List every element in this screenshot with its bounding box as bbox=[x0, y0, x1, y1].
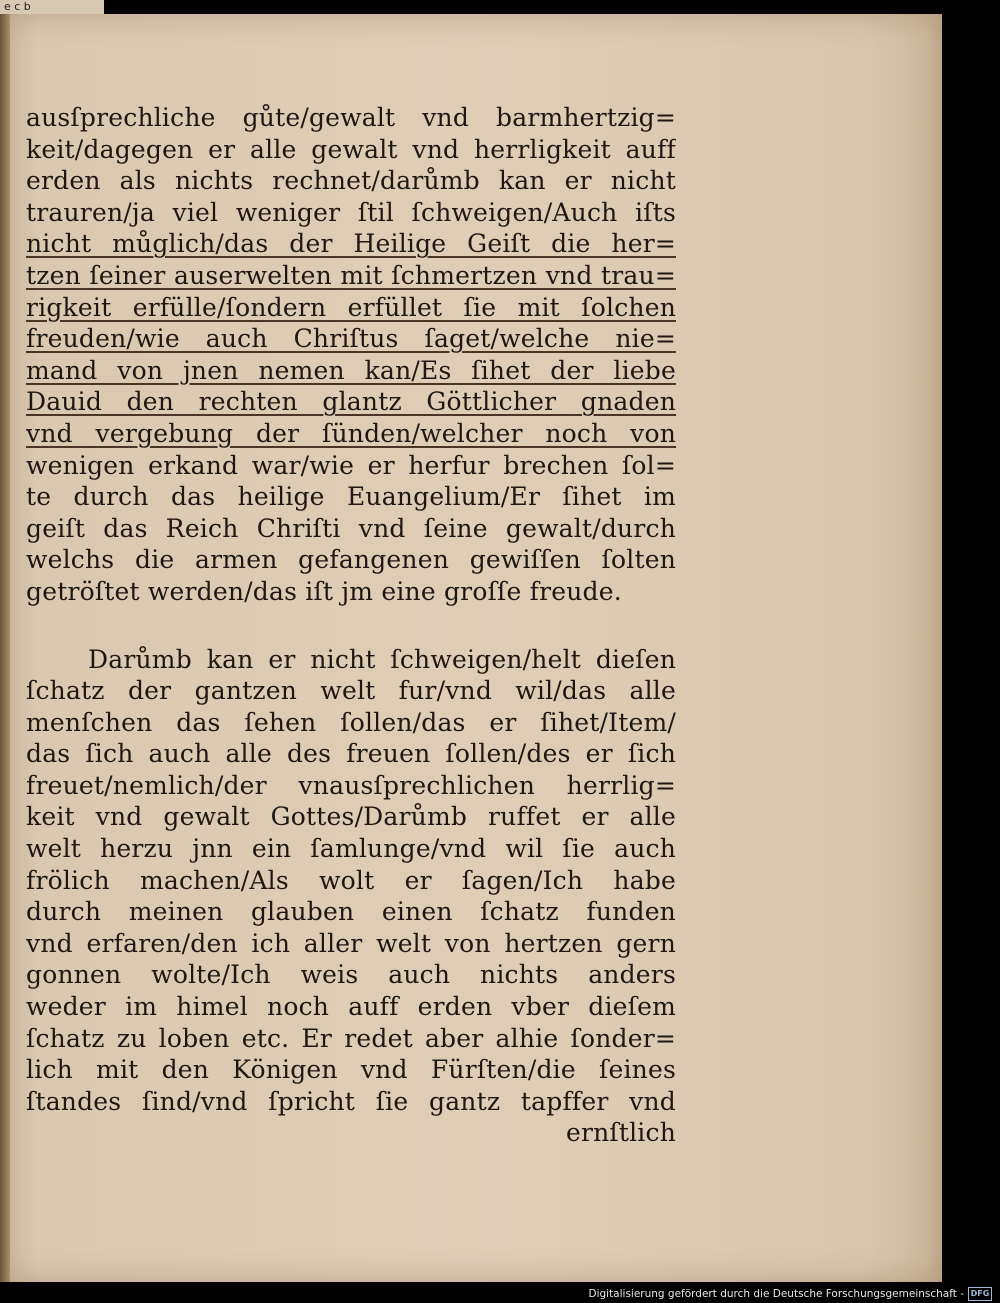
text-line-26: vnd erfaren/den ich aller welt von hertzen gern bbox=[26, 928, 676, 958]
page-binding-edge bbox=[0, 14, 10, 1282]
text-line-30: lich mit den Königen vnd Fürſten/die ſeines bbox=[26, 1055, 676, 1085]
text-line-24: frölich machen/Als wolt er ſagen/Ich habe bbox=[26, 865, 676, 895]
text-line-7: rigkeit erfülle/ſondern erfüllet ſie mit ſolchen bbox=[26, 292, 676, 322]
book-page bbox=[0, 14, 942, 1282]
text-line-20: das ſich auch alle des freuen ſollen/des er ſich bbox=[26, 739, 676, 769]
text-line-6: tzen ſeiner auserwelten mit ſchmertzen vnd trau= bbox=[26, 260, 676, 290]
text-line-14: geiſt das Reich Chriſti vnd ſeine gewalt/durch bbox=[26, 513, 676, 543]
text-line-16: getröſtet werden/das iſt jm eine groſſe freude. bbox=[26, 576, 622, 606]
catchword: ernſtlich bbox=[565, 1118, 676, 1148]
text-line-28: weder im himel noch auff erden vber dieſem bbox=[26, 992, 676, 1022]
text-line-13: te durch das heilige Euangelium/Er ſihet im bbox=[26, 482, 676, 512]
text-line-29: ſchatz zu loben etc. Er redet aber alhie ſonder= bbox=[26, 1023, 676, 1053]
text-line-8: freuden/wie auch Chriſtus ſaget/welche nie= bbox=[26, 324, 676, 354]
text-line-27: gonnen wolte/Ich weis auch nichts anders bbox=[26, 960, 676, 990]
text-line-15: welchs die armen gefangenen gewiſſen ſolten bbox=[26, 545, 676, 575]
text-line-22: keit vnd gewalt Gottes/Darůmb ruffet er alle bbox=[26, 802, 676, 832]
text-line-2: keit/dagegen er alle gewalt vnd herrligkeit auff bbox=[26, 134, 676, 164]
page-top-strip: e c b bbox=[0, 0, 104, 14]
text-line-1: ausſprechliche gůte/gewalt vnd barmhertzig= bbox=[26, 103, 676, 132]
text-line-23: welt herzu jnn ein ſamlunge/vnd wil ſie auch bbox=[26, 834, 676, 864]
text-line-4: trauren/ja viel weniger ſtil ſchweigen/Auch iſts bbox=[26, 197, 676, 227]
text-line-18: ſchatz der gantzen welt fur/vnd wil/das alle bbox=[26, 676, 676, 706]
text-line-31: ſtandes ſind/vnd ſpricht ſie gantz tapffer vnd bbox=[26, 1086, 676, 1116]
dfg-logo-icon: DFG bbox=[968, 1287, 992, 1301]
digitization-footer bbox=[588, 1286, 992, 1302]
text-line-17: Darůmb kan er nicht ſchweigen/helt dieſen bbox=[88, 644, 676, 674]
text-line-25: durch meinen glauben einen ſchatz funden bbox=[26, 897, 676, 927]
text-line-21: freuet/nemlich/der vnausſprechlichen herrlig= bbox=[26, 770, 676, 800]
text-line-5: nicht můglich/das der Heilige Geiſt die her= bbox=[26, 229, 676, 259]
paragraph-gap bbox=[26, 608, 676, 644]
text-line-19: menſchen das ſehen ſollen/das er ſihet/Item/ bbox=[26, 707, 676, 737]
text-line-9: mand von jnen nemen kan/Es ſihet der liebe bbox=[26, 355, 676, 385]
funding-notice: Digitalisierung gefördert durch die Deutsche Forschungsgemeinschaft - bbox=[588, 1288, 964, 1300]
text-line-3: erden als nichts rechnet/darůmb kan er nicht bbox=[26, 166, 676, 196]
text-line-12: wenigen erkand war/wie er herfur brechen ſol= bbox=[26, 450, 676, 480]
text-line-11: vnd vergebung der ſünden/welcher noch von bbox=[26, 418, 676, 448]
text-line-10: Dauid den rechten glantz Göttlicher gnaden bbox=[26, 387, 676, 417]
page-text bbox=[26, 102, 676, 1149]
